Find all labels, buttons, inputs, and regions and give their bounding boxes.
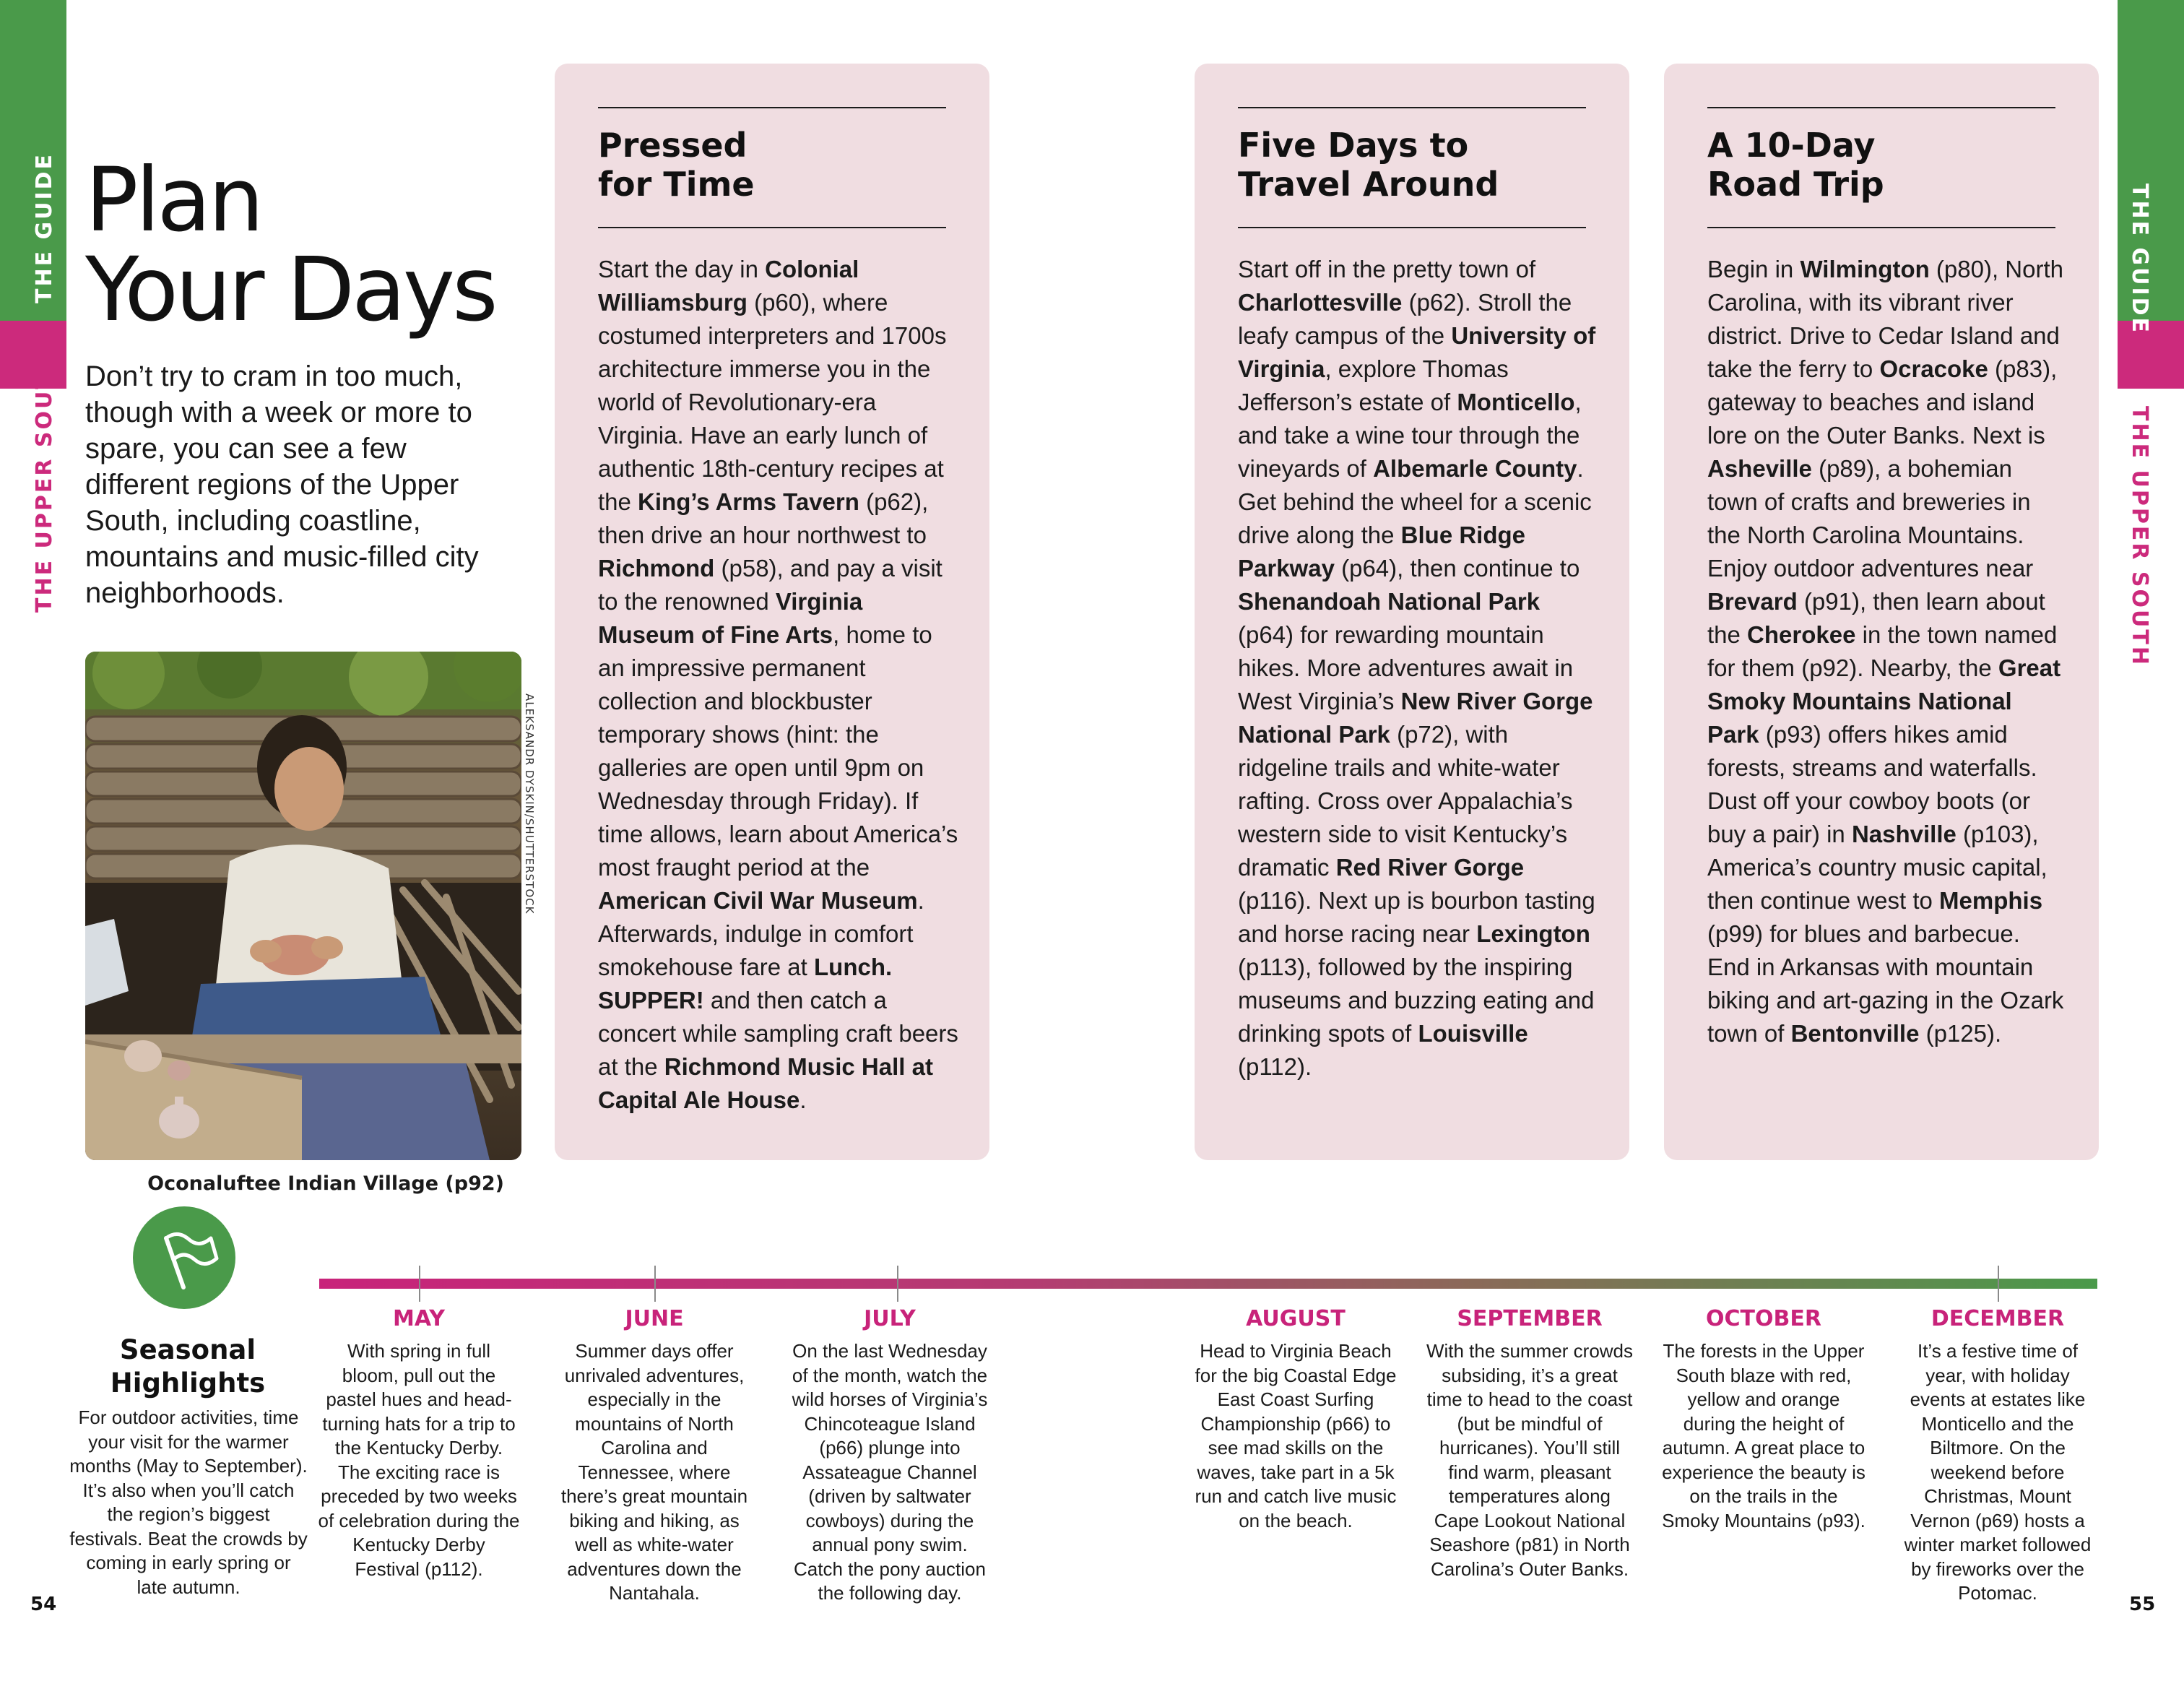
card-title xyxy=(1707,126,2054,204)
card-body xyxy=(1238,253,1599,1084)
seasonal-title xyxy=(65,1334,311,1400)
bold-place-name: Ocracoke xyxy=(1879,355,1988,382)
body-text: (p112). xyxy=(1238,1053,1312,1080)
body-text: (p58), and pay a visit to the renowned xyxy=(598,555,942,615)
intro-text: Don’t try to cram in too much, though with a week or more to spare, you can see a few different regions of the Upper South, including coastline, mountains and music-filled city neighborhoods. xyxy=(85,360,479,609)
card-rule-top xyxy=(598,107,946,108)
month-december xyxy=(1902,1305,2094,1606)
body-text: (p113), followed by the inspiring museums and buzzing eating and drinking spots of xyxy=(1238,954,1595,1047)
bold-place-name: Shenandoah National Park xyxy=(1238,588,1540,615)
month-name: DECEMBER xyxy=(1930,1306,2065,1331)
month-name: JUNE xyxy=(625,1306,684,1331)
page-number-right: 55 xyxy=(2129,1594,2156,1615)
month-june xyxy=(556,1305,753,1606)
right-region-label: THE UPPER SOUTH xyxy=(2127,406,2152,667)
body-text: (p103), America’s country music capital, then continue west to xyxy=(1707,821,2048,914)
month-august xyxy=(1191,1305,1400,1533)
page-number-left: 54 xyxy=(30,1594,57,1615)
left-region-label: THE UPPER SOUTH xyxy=(32,352,57,613)
bold-place-name: Asheville xyxy=(1707,455,1812,482)
photo-caption: Oconaluftee Indian Village (p92) xyxy=(147,1172,504,1195)
page-title-line1: Plan xyxy=(85,149,261,251)
bold-place-name: University of Virginia xyxy=(1238,322,1596,382)
timeline-tick xyxy=(419,1266,420,1302)
bold-place-name: Albemarle County xyxy=(1373,455,1577,482)
body-text: (p72), with ridgeline trails and white-water rafting. Cross over Appalachia’s western side to visit Kentucky’s dramatic xyxy=(1238,721,1573,881)
body-text: Begin in xyxy=(1707,256,1800,282)
month-july xyxy=(788,1305,992,1606)
bold-place-name: Colonial Williamsburg xyxy=(598,256,859,316)
bold-place-name: Brevard xyxy=(1707,588,1798,615)
month-name: JULY xyxy=(864,1306,916,1331)
card-title-line2: for Time xyxy=(598,165,755,204)
body-text: . Get behind the wheel for a scenic drive along the xyxy=(1238,455,1592,548)
page-title xyxy=(85,149,495,341)
body-text: and then catch a concert while sampling craft beers at the xyxy=(598,987,958,1080)
bold-place-name: Monticello xyxy=(1457,389,1575,415)
body-text: (p99) for blues and barbecue. End in Arkansas with mountain biking and art-gazing in the Ozark town of xyxy=(1707,920,2064,1047)
month-text: With the summer crowds subsiding, it’s a great time to head to the coast (but be mindful of hurricanes). You’ll still find warm, pleasant temperatures along Cape Lookout National Seashore (p81) in North Carolina’s Outer Banks. xyxy=(1426,1340,1634,1580)
seasonal-title-line1: Seasonal xyxy=(119,1334,256,1365)
bold-place-name: Richmond xyxy=(598,555,715,582)
card-body xyxy=(1707,253,2068,1050)
timeline-tick xyxy=(897,1266,898,1302)
seasonal-title-line2: Highlights xyxy=(110,1367,266,1399)
photo-credit: ALEKSANDR DYSKIN/SHUTTERSTOCK xyxy=(523,693,536,915)
month-name: MAY xyxy=(393,1306,445,1331)
bold-place-name: Lexington xyxy=(1476,920,1590,947)
body-text: (p83), gateway to beaches and island lore on the Outer Banks. Next is xyxy=(1707,355,2058,449)
body-text: Start the day in xyxy=(598,256,766,282)
body-text: . Afterwards, indulge in comfort smokehouse fare at xyxy=(598,887,924,980)
potter-illustration xyxy=(85,652,521,1160)
seasonal-intro: For outdoor activities, time your visit for the warmer months (May to September). It’s also when you’ll catch the region’s biggest festivals. Beat the crowds by coming in early spring or late autumn. xyxy=(69,1406,308,1598)
body-text: (p91), then learn about the xyxy=(1707,588,2045,648)
card-title-line2: Road Trip xyxy=(1707,165,1884,204)
card-ten-day-road-trip xyxy=(1664,64,2099,1160)
card-rule-top xyxy=(1238,107,1586,108)
flag-icon xyxy=(133,1206,235,1309)
month-name: OCTOBER xyxy=(1706,1306,1821,1331)
bold-place-name: Blue Ridge Parkway xyxy=(1238,522,1526,582)
card-title-line1: Pressed xyxy=(598,126,748,165)
card-title-line1: A 10-Day xyxy=(1707,126,1876,165)
card-title xyxy=(598,126,945,204)
bold-place-name: Red River Gorge xyxy=(1335,854,1525,881)
card-title-line1: Five Days to xyxy=(1238,126,1469,165)
bold-place-name: King’s Arms Tavern xyxy=(638,488,859,515)
card-body xyxy=(598,253,959,1117)
timeline-tick xyxy=(654,1266,656,1302)
body-text: (p62), then drive an hour northwest to xyxy=(598,488,929,548)
body-text: (p116). Next up is bourbon tasting and horse racing near xyxy=(1238,887,1595,947)
bold-place-name: Bentonville xyxy=(1790,1020,1920,1047)
card-title-line2: Travel Around xyxy=(1238,165,1499,204)
card-five-days xyxy=(1195,64,1629,1160)
bold-place-name: Wilmington xyxy=(1800,256,1930,282)
bold-place-name: Charlottesville xyxy=(1238,289,1403,316)
bold-place-name: American Civil War Museum xyxy=(598,887,918,914)
bold-place-name: Nashville xyxy=(1851,821,1956,847)
month-text: The forests in the Upper South blaze with red, yellow and orange during the height of autumn. A great place to experience the beauty is on the trails in the Smoky Mountains (p93). xyxy=(1662,1340,1866,1531)
card-rule-bottom xyxy=(1707,227,2055,228)
bold-place-name: Memphis xyxy=(1939,887,2043,914)
month-october xyxy=(1659,1305,1868,1533)
bold-place-name: Virginia Museum of Fine Arts xyxy=(598,588,863,648)
body-text: Start off in the pretty town of xyxy=(1238,256,1536,282)
month-text: It’s a festive time of year, with holiday events at estates like Monticello and the Biltmore. On the weekend before Christmas, Mount Vernon (p69) hosts a winter market followed by fireworks over the Potomac. xyxy=(1904,1340,2092,1604)
timeline-tick xyxy=(1998,1266,1999,1302)
page-title-line2: Your Days xyxy=(85,238,495,341)
bold-place-name: Louisville xyxy=(1418,1020,1528,1047)
right-guide-label: THE GUIDE xyxy=(2127,183,2152,335)
bold-place-name: Cherokee xyxy=(1747,621,1856,648)
body-text: (p89), a bohemian town of crafts and breweries in the North Carolina Mountains. Enjoy outdoor adventures near xyxy=(1707,455,2034,582)
body-text: (p64) for rewarding mountain hikes. More adventures await in West Virginia’s xyxy=(1238,621,1574,714)
bold-place-name: Richmond Music Hall at Capital Ale House xyxy=(598,1053,933,1113)
seasonal-timeline xyxy=(319,1279,2097,1289)
month-text: With spring in full bloom, pull out the pastel hues and head-turning hats for a trip to the Kentucky Derby. The exciting race is preceded by two weeks of celebration during the Kentucky Derby Festival (p112). xyxy=(318,1340,520,1580)
body-text: (p93) offers hikes amid forests, streams and waterfalls. Dust off your cowboy boots (or buy a pair) in xyxy=(1707,721,2037,847)
month-text: Summer days offer unrivaled adventures, especially in the mountains of North Carolina and Tennessee, where there’s great mountain biking and hiking, as well as white-water adventures down the Nantahala. xyxy=(560,1340,748,1604)
body-text: , and take a wine tour through the vineyards of xyxy=(1238,389,1582,482)
body-text: , explore Thomas Jefferson’s estate of xyxy=(1238,355,1509,415)
card-title xyxy=(1238,126,1585,204)
body-text: in the town named for them (p92). Nearby, the xyxy=(1707,621,2058,681)
month-text: Head to Virginia Beach for the big Coastal Edge East Coast Surfing Championship (p66) to see mad skills on the waves, take part in a 5k run and catch live music on the beach. xyxy=(1195,1340,1397,1531)
body-text: , home to an impressive permanent collection and blockbuster temporary shows (hint: the galleries are open until 9pm on Wednesday through Friday). If time allows, learn about America’s most fraught period at the xyxy=(598,621,958,881)
bold-place-name: Great Smoky Mountains National Park xyxy=(1707,654,2061,748)
bold-place-name: Lunch. SUPPER! xyxy=(598,954,893,1014)
month-name: SEPTEMBER xyxy=(1457,1306,1603,1331)
month-september xyxy=(1425,1305,1634,1581)
card-rule-bottom xyxy=(598,227,946,228)
body-text: (p80), North Carolina, with its vibrant river district. Drive to Cedar Island and take the ferry to xyxy=(1707,256,2064,382)
month-text: On the last Wednesday of the month, watch the wild horses of Virginia’s Chincoteague Island (p66) plunge into Assateague Channel (driven by saltwater cowboys) during the annual pony swim. Catch the pony auction the following day. xyxy=(792,1340,988,1604)
body-text: (p62). Stroll the leafy campus of the xyxy=(1238,289,1572,349)
card-rule-top xyxy=(1707,107,2055,108)
body-text: (p125). xyxy=(1919,1020,2002,1047)
body-text: (p60), where costumed interpreters and 1700s architecture immerse you in the world of Revolutionary-era Virginia. Have an early lunch of authentic 18th-century recipes at the xyxy=(598,289,947,515)
card-rule-bottom xyxy=(1238,227,1586,228)
body-text: (p64), then continue to xyxy=(1334,555,1580,582)
body-text: . xyxy=(800,1086,807,1113)
bold-place-name: New River Gorge National Park xyxy=(1238,688,1593,748)
left-guide-label: THE GUIDE xyxy=(32,152,57,303)
card-pressed-for-time xyxy=(555,64,989,1160)
month-may xyxy=(318,1305,520,1581)
month-name: AUGUST xyxy=(1246,1306,1346,1331)
village-photo xyxy=(85,652,521,1160)
